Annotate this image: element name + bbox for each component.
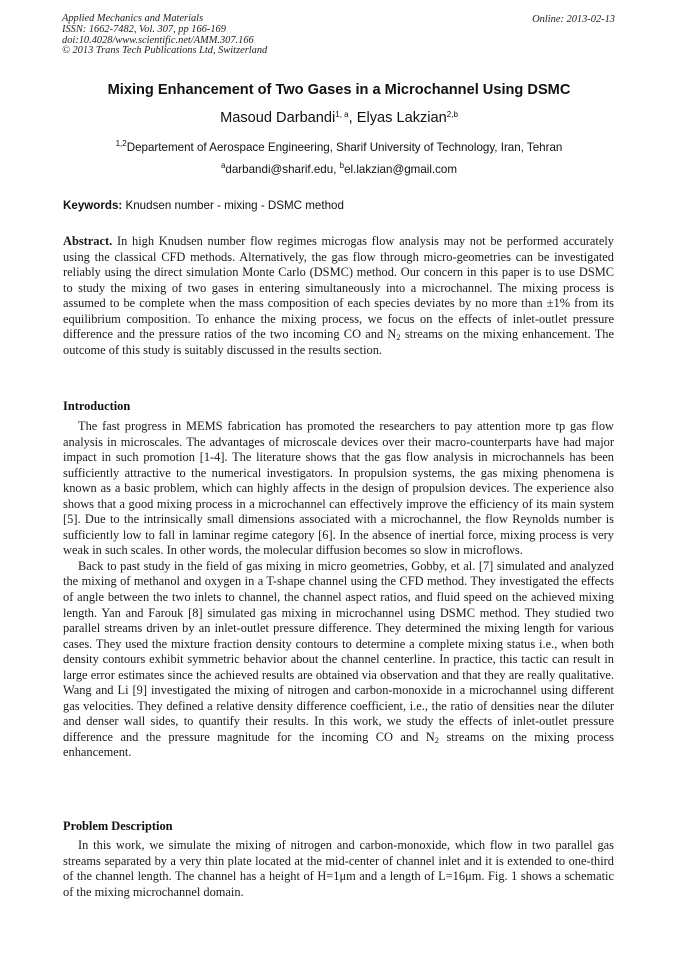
problem-description-paragraph: In this work, we simulate the mixing of nitrogen and carbon-monoxide, which flow in two parallel gas streams separated by a very thin plate located at the mid-center of channel inlet and it is extended to one-third of the channel length. The channel has a height of H=1μm and a length of L=16μm. Fig. 1 shows a schematic of the mixing microchannel domain. [63, 838, 614, 899]
author-line [0, 110, 678, 126]
introduction-paragraph-1: The fast progress in MEMS fabrication has promoted the researchers to pay attention more tp gas flow analysis in microscales. The advantages of microscale devices over their macro-counterparts have had major impact in such promotion [1-4]. The literature shows that the gas flow analysis in microchannels has been sufficiently attractive to the numerical investigators. In propulsion systems, the gas mixing phenomena is known as a basic problem, which can highly affects in the design of propulsion devices. The experience also shows that a good mixing process in a microchannel can effectively improve the efficiency of its main system [5]. Due to the intrinsically small dimensions associated with a microchannel, the flow Reynolds number is sufficiently low to fall in laminar regime category [6]. In the absence of inertial force, mixing process is very weak in such scales. In other words, the molecular diffusion becomes so slow in microflows. [63, 419, 614, 558]
paper-title: Mixing Enhancement of Two Gases in a Microchannel Using DSMC [107, 82, 571, 98]
abstract-text-2: streams on the mixing enhancement. The outcome of this study is suitably discussed in the results section. [63, 327, 614, 357]
affiliation-text: Departement of Aerospace Engineering, Sharif University of Technology, Iran, Tehran [126, 141, 563, 154]
problem-description-heading: Problem Description [63, 819, 173, 833]
email-b-mark: b [339, 161, 345, 170]
problem-description-block [63, 838, 614, 900]
online-date: Online: 2013-02-13 [532, 14, 615, 25]
email-b: el.lakzian@gmail.com [344, 163, 458, 176]
abstract-block [63, 234, 614, 358]
abstract-paragraph [63, 234, 614, 358]
author-separator: , [348, 110, 357, 126]
introduction-block [63, 419, 614, 761]
journal-name: Applied Mechanics and Materials [62, 13, 204, 24]
abstract-label: Abstract. [63, 234, 113, 248]
author-2-affil-mark: 2,b [446, 110, 458, 119]
email-a-mark: a [220, 161, 226, 170]
doi-line: doi:10.4028/www.scientific.net/AMM.307.166 [62, 34, 254, 46]
introduction-p2-text-1: Back to past study in the field of gas mixing in micro geometries, Gobby, et al. [7] simulated and analyzed the mixing of methanol and oxygen in a T-shape channel using the CFD method. They investigated the effects of angle between the two inlets to channel, the channel aspect ratios, and fluid speed on the achieved mixing length. Yan and Farouk [8] simulated gas mixing in microchannel using DSMC method. They studied two parallel streams driven by an inlet-outlet pressure difference. They determined the mixing length for various cases. They used the mixture fraction density contours to determine a complete mixing status i.e., when both density contours exhibit symmetric behavior about the channel centerline. In practice, this tactic can result in large error estimates since the achieved results are obtained via observation and that they are really qualitative. Wang and Li [9] investigated the mixing of nitrogen and carbon-monoxide in a microchannel using different gas velocities. They defined a relative density difference coefficient, i.e., the ratio of densities near the diluter and denser wall sides, to quantify their results. In this work, we study the effects of inlet-outlet pressure difference and the pressure magnitude for the incoming CO and N [63, 558, 614, 744]
keywords-text: Knudsen number - mixing - DSMC method [122, 199, 344, 212]
keywords-line [63, 199, 344, 212]
introduction-paragraph-2 [63, 559, 614, 761]
introduction-p2-subscript: 2 [434, 734, 439, 745]
introduction-p2-text-2: streams on the mixing process enhancement. [63, 729, 614, 760]
issn-line: ISSN: 1662-7482, Vol. 307, pp 166-169 [62, 23, 226, 35]
author-1-name: Masoud Darbandi [220, 110, 336, 126]
copyright-line: © 2013 Trans Tech Publications Ltd, Switzerland [62, 45, 268, 57]
author-1-affil-mark: 1, a [335, 110, 349, 119]
affiliation-line [0, 141, 678, 154]
author-2-name: Elyas Lakzian [356, 110, 447, 126]
keywords-label: Keywords: [63, 199, 123, 212]
affiliation-mark: 1,2 [115, 139, 127, 148]
journal-header [62, 14, 267, 57]
introduction-heading: Introduction [63, 399, 131, 413]
abstract-subscript: 2 [396, 332, 401, 343]
email-a: darbandi@sharif.edu, [225, 163, 340, 176]
abstract-text-1: In high Knudsen number flow regimes microgas flow analysis may not be performed accurately using the classical CFD methods. Alternatively, the gas flow through micro-geometries can be investigated reliably using the direct simulation Monte Carlo (DSMC) method. Our concern in this paper is to use DSMC to study the mixing of two gases in entering simultaneously into a microchannel. The mixing process is assumed to be complete when the mass composition of each species deviates by no more than ±1% from its equilibrium composition. To enhance the mixing process, we focus on the effects of inlet-outlet pressure difference and the pressure ratios of the two incoming CO and N [63, 234, 614, 342]
email-line [0, 163, 678, 176]
